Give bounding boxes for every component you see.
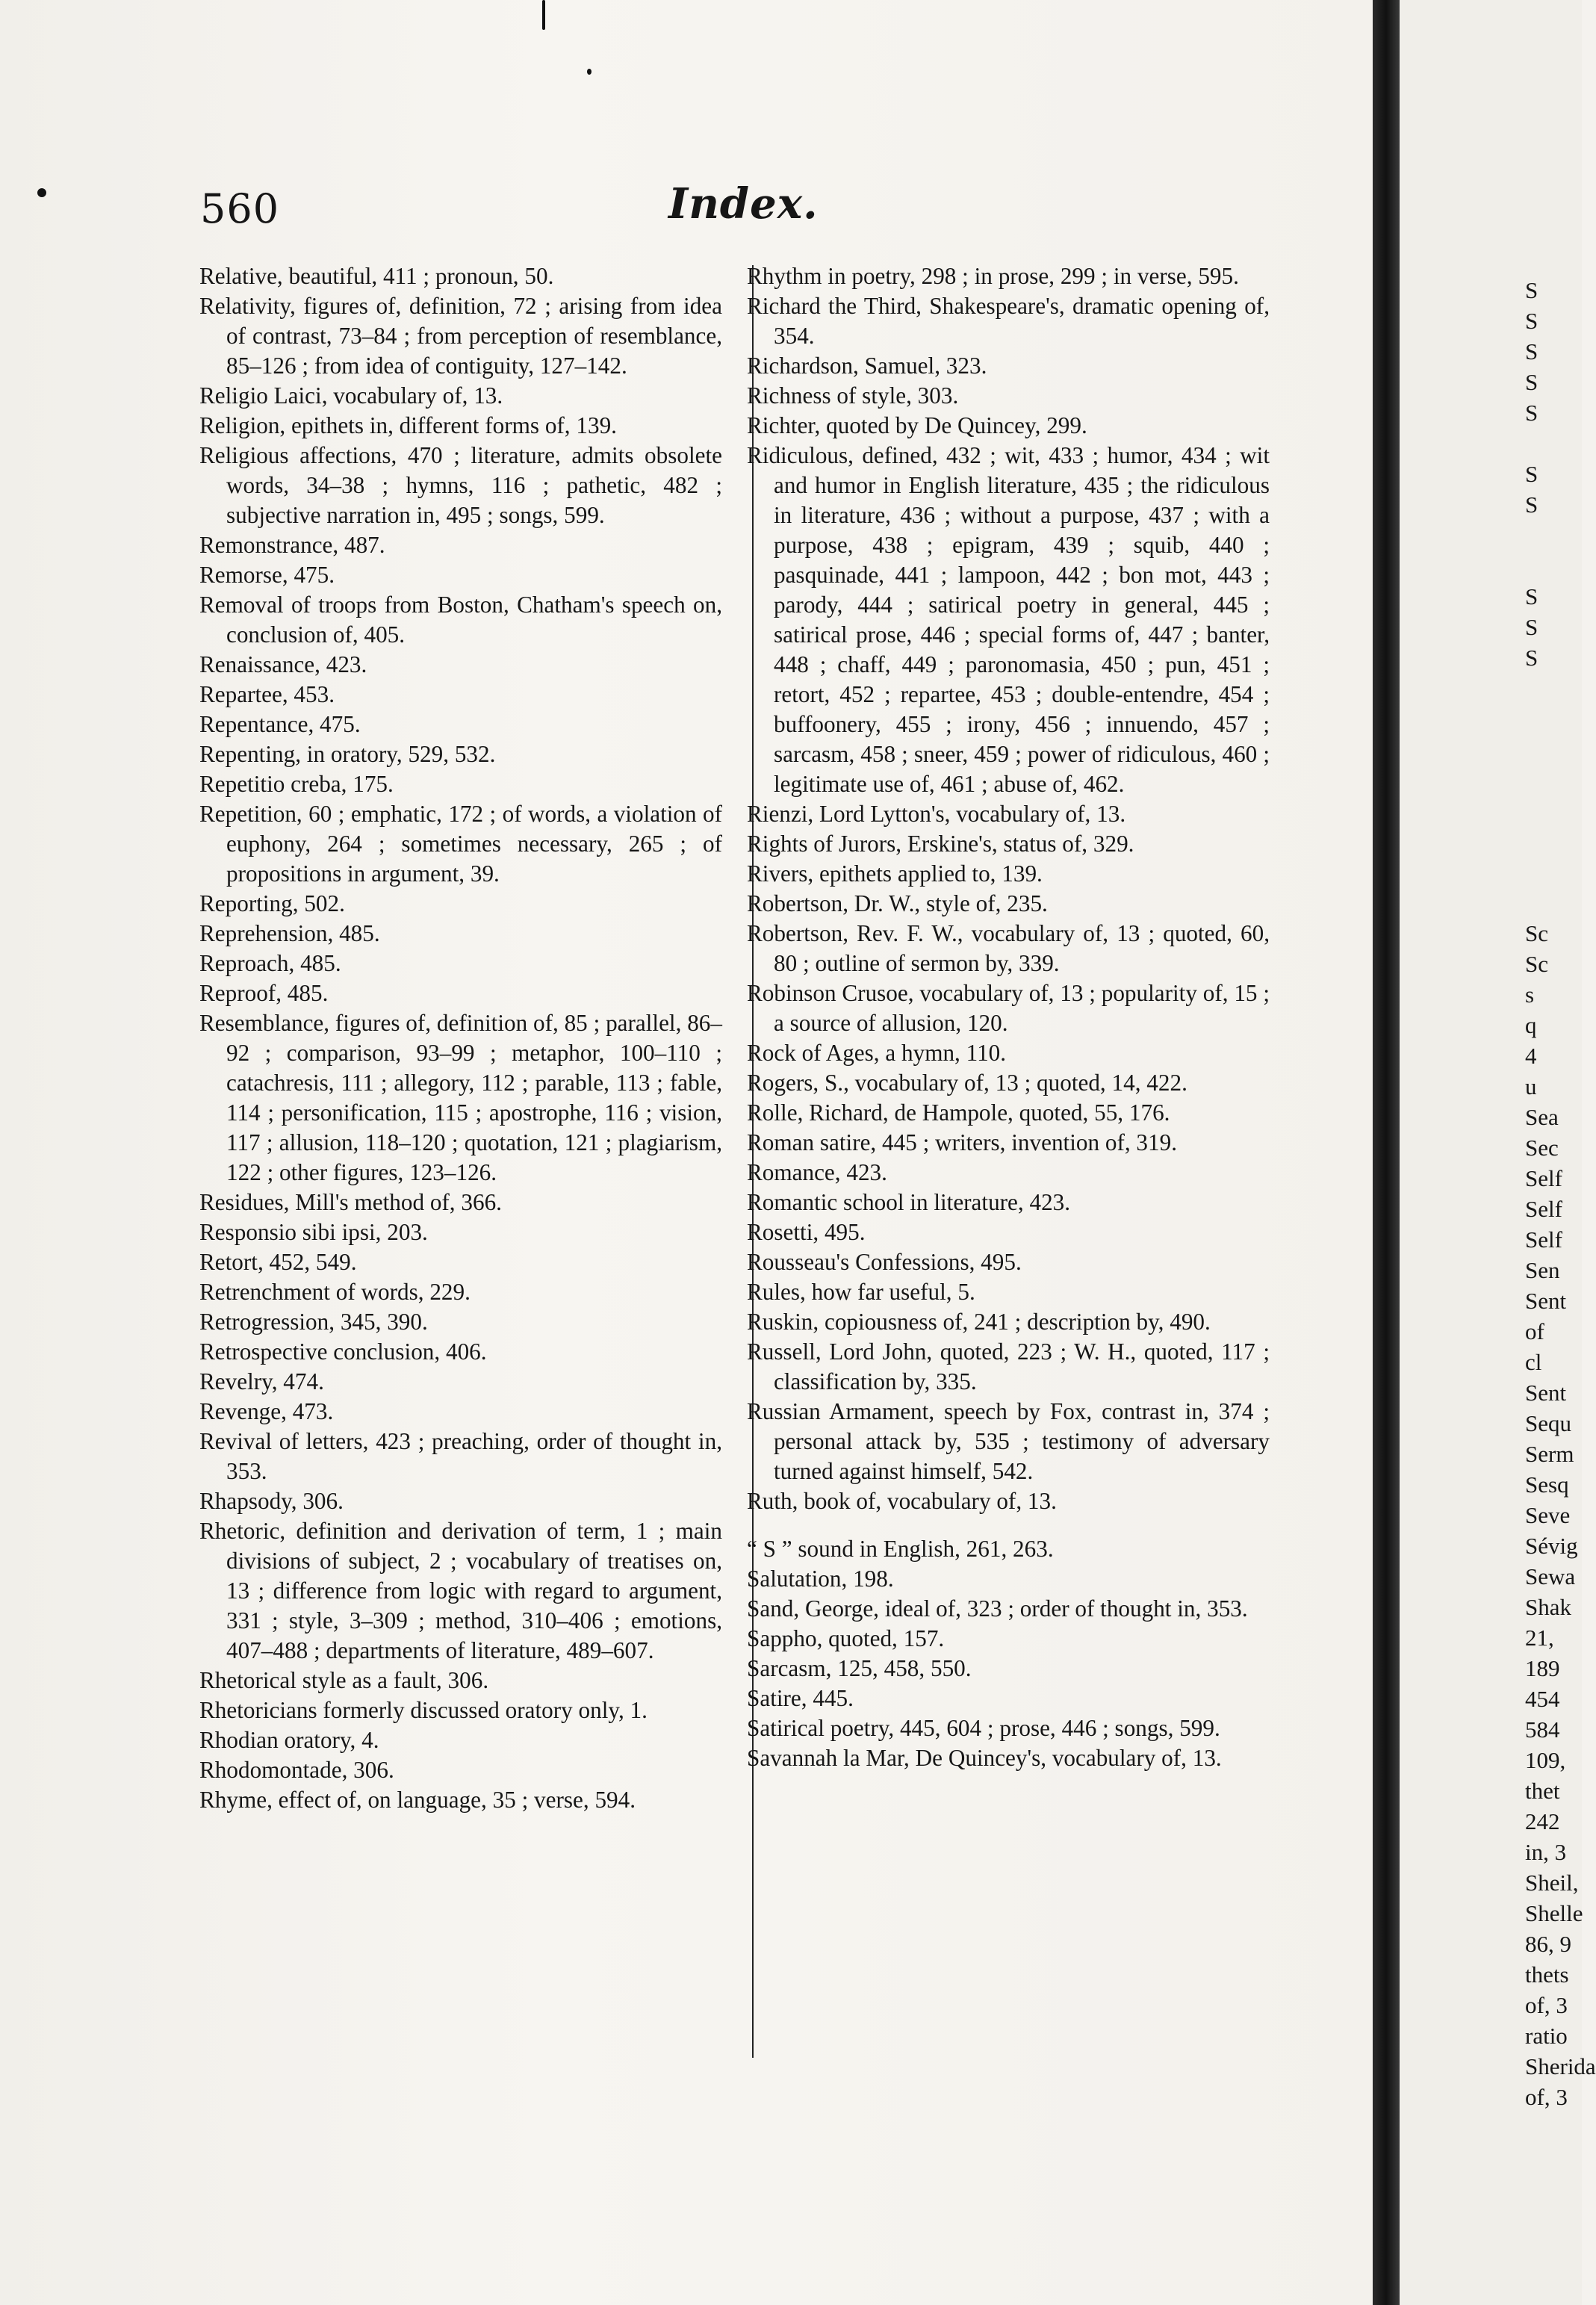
index-entry: Sarcasm, 125, 458, 550. xyxy=(747,1655,972,1681)
index-entry: Retort, 452, 549. xyxy=(199,1249,357,1275)
index-entry: Rosetti, 495. xyxy=(747,1219,866,1245)
fragment xyxy=(1525,673,1585,704)
index-entry: Reproach, 485. xyxy=(199,950,341,976)
index-entry: Sappho, quoted, 157. xyxy=(747,1625,945,1651)
fragment: Sen xyxy=(1525,1257,1560,1283)
fragment xyxy=(1525,704,1585,734)
fragment xyxy=(1525,550,1585,581)
fragment: Seve xyxy=(1525,1502,1571,1528)
ink-speck xyxy=(37,188,46,197)
index-entry: Rules, how far useful, 5. xyxy=(747,1279,975,1305)
fragment: Shak xyxy=(1525,1594,1571,1620)
fragment: of, 3 xyxy=(1525,2084,1568,2110)
index-entry: Reprehension, 485. xyxy=(199,920,380,946)
index-entry: Repetition, 60 ; emphatic, 172 ; of words, a violation of euphony, 264 ; sometimes necessary, 265 ; of propositions in argument, 39. xyxy=(199,801,722,887)
index-column-right xyxy=(747,261,1270,1773)
fragment: Self xyxy=(1525,1165,1562,1191)
fragment: Sent xyxy=(1525,1380,1567,1406)
fragment: Sc xyxy=(1525,920,1548,946)
fragment: S xyxy=(1525,277,1538,303)
index-entry: Rienzi, Lord Lytton's, vocabulary of, 13. xyxy=(747,801,1126,827)
index-entry: Reproof, 485. xyxy=(199,980,329,1006)
index-entry: Retrenchment of words, 229. xyxy=(199,1279,471,1305)
fragment xyxy=(1525,826,1585,857)
ink-speck xyxy=(587,69,591,75)
index-entry: Ruskin, copiousness of, 241 ; description by, 490. xyxy=(747,1309,1211,1335)
index-entry: Rhythm in poetry, 298 ; in prose, 299 ; in verse, 595. xyxy=(747,263,1239,289)
index-entry: Rhetoric, definition and derivation of term, 1 ; main divisions of subject, 2 ; vocabulary of treatises on, 13 ; difference from logic with regard to argument, 331 ; style, 3–309 ; method, 310–406 ; emotions, 407–488 ; departments of literature, 489–607. xyxy=(199,1518,722,1663)
fragment: Serm xyxy=(1525,1441,1574,1467)
fragment: 109, xyxy=(1525,1747,1566,1773)
index-entry: Religion, epithets in, different forms of, 139. xyxy=(199,412,617,438)
index-entry: Ruth, book of, vocabulary of, 13. xyxy=(747,1488,1057,1514)
index-entry: Religious affections, 470 ; literature, admits obsolete words, 34–38 ; hymns, 116 ; pathetic, 482 ; subjective narration in, 495 ; songs, 599. xyxy=(199,442,722,528)
index-entry: Russian Armament, speech by Fox, contrast in, 374 ; personal attack by, 535 ; testimony of adversary turned against himself, 542. xyxy=(747,1398,1270,1484)
index-entry: Rhapsody, 306. xyxy=(199,1488,344,1514)
facing-page-fragments xyxy=(1525,275,1596,2112)
index-entry: Rhodomontade, 306. xyxy=(199,1757,394,1783)
index-entry: Rhyme, effect of, on language, 35 ; verse, 594. xyxy=(199,1787,636,1813)
index-entry: Relative, beautiful, 411 ; pronoun, 50. xyxy=(199,263,554,289)
ink-speck xyxy=(542,0,545,30)
fragment: S xyxy=(1525,400,1538,426)
index-entry: Rogers, S., vocabulary of, 13 ; quoted, 14, 422. xyxy=(747,1070,1187,1096)
fragment: Sherida xyxy=(1525,2053,1596,2079)
index-entry: Rhodian oratory, 4. xyxy=(199,1727,379,1753)
fragment: 86, 9 xyxy=(1525,1931,1571,1957)
index-entry: Remonstrance, 487. xyxy=(199,532,385,558)
fragment: u xyxy=(1525,1073,1537,1099)
fragment: q xyxy=(1525,1012,1537,1038)
fragment: Self xyxy=(1525,1226,1562,1253)
index-entry: Rivers, epithets applied to, 139. xyxy=(747,860,1043,887)
index-entry: Salutation, 198. xyxy=(747,1566,894,1592)
fragment: Sewa xyxy=(1525,1563,1576,1589)
index-entry: Rock of Ages, a hymn, 110. xyxy=(747,1040,1007,1066)
index-entry: Repetitio creba, 175. xyxy=(199,771,394,797)
fragment: 242 xyxy=(1525,1808,1560,1834)
fragment: cl xyxy=(1525,1349,1542,1375)
index-entry: Reporting, 502. xyxy=(199,890,345,916)
fragment: Self xyxy=(1525,1196,1562,1222)
index-entry: Robertson, Dr. W., style of, 235. xyxy=(747,890,1048,916)
fragment: 4 xyxy=(1525,1043,1537,1069)
fragment xyxy=(1525,520,1585,550)
fragment: s xyxy=(1525,981,1535,1008)
index-entry: Repentance, 475. xyxy=(199,711,361,737)
index-entry: Retrospective conclusion, 406. xyxy=(199,1338,487,1365)
fragment: S xyxy=(1525,614,1538,640)
index-entry: Russell, Lord John, quoted, 223 ; W. H., quoted, 117 ; classification by, 335. xyxy=(747,1338,1270,1395)
fragment: Sea xyxy=(1525,1104,1559,1130)
fragment xyxy=(1525,795,1585,826)
index-entry: Robinson Crusoe, vocabulary of, 13 ; popularity of, 15 ; a source of allusion, 120. xyxy=(747,980,1270,1036)
index-entry: Robertson, Rev. F. W., vocabulary of, 13 ; quoted, 60, 80 ; outline of sermon by, 339. xyxy=(747,920,1270,976)
fragment xyxy=(1525,887,1585,918)
index-entry: Residues, Mill's method of, 366. xyxy=(199,1189,502,1215)
fragment: S xyxy=(1525,491,1538,518)
fragment: in, 3 xyxy=(1525,1839,1567,1865)
page-number: 560 xyxy=(200,185,280,232)
index-entry: Richter, quoted by De Quincey, 299. xyxy=(747,412,1087,438)
index-entry: Revelry, 474. xyxy=(199,1368,324,1395)
index-entry: Resemblance, figures of, definition of, 85 ; parallel, 86–92 ; comparison, 93–99 ; metaphor, 100–110 ; catachresis, 111 ; allegory, 112 ; parable, 113 ; fable, 114 ; personification, 115 ; apostrophe, 116 ; vision, 117 ; allusion, 118–120 ; quotation, 121 ; plagiarism, 122 ; other figures, 123–126. xyxy=(199,1010,722,1185)
index-entry: Rights of Jurors, Erskine's, status of, 329. xyxy=(747,831,1134,857)
index-entry: Roman satire, 445 ; writers, invention of, 319. xyxy=(747,1129,1178,1155)
fragment: thets xyxy=(1525,1961,1569,1988)
fragment: S xyxy=(1525,308,1538,334)
index-entry: Richardson, Samuel, 323. xyxy=(747,353,987,379)
fragment: S xyxy=(1525,461,1538,487)
index-entry: Rhetorical style as a fault, 306. xyxy=(199,1667,489,1693)
index-entry: Repartee, 453. xyxy=(199,681,335,707)
index-entry: Sand, George, ideal of, 323 ; order of thought in, 353. xyxy=(747,1595,1248,1622)
index-entry: Relativity, figures of, definition, 72 ; arising from idea of contrast, 73–84 ; from perception of resemblance, 85–126 ; from idea of contiguity, 127–142. xyxy=(199,293,722,379)
index-entry: Richard the Third, Shakespeare's, dramatic opening of, 354. xyxy=(747,293,1270,349)
fragment: Sc xyxy=(1525,951,1548,977)
index-entry: Satire, 445. xyxy=(747,1685,854,1711)
fragment: 584 xyxy=(1525,1716,1560,1743)
fragment: S xyxy=(1525,338,1538,364)
index-entry: Removal of troops from Boston, Chatham's speech on, conclusion of, 405. xyxy=(199,592,722,648)
index-entry: Ridiculous, defined, 432 ; wit, 433 ; humor, 434 ; wit and humor in English literature, 435 ; the ridiculous in literature, 436 ; without a purpose, 437 ; with a purpose, 438 ; epigram, 439 ; squib, 440 ; pasquinade, 441 ; lampoon, 442 ; bon mot, 443 ; parody, 444 ; satirical poetry in general, 445 ; satirical prose, 446 ; special forms of, 447 ; banter, 448 ; chaff, 449 ; paronomasia, 450 ; pun, 451 ; retort, 452 ; repartee, 453 ; double-entendre, 454 ; buffoonery, 455 ; irony, 456 ; innuendo, 457 ; sarcasm, 458 ; sneer, 459 ; power of ridiculous, 460 ; legitimate use of, 461 ; abuse of, 462. xyxy=(747,442,1270,797)
index-entry: Responsio sibi ipsi, 203. xyxy=(199,1219,428,1245)
fragment: ratio xyxy=(1525,2023,1568,2049)
index-entry: Rhetoricians formerly discussed oratory only, 1. xyxy=(199,1697,648,1723)
index-entry: Romantic school in literature, 423. xyxy=(747,1189,1071,1215)
fragment: 454 xyxy=(1525,1686,1560,1712)
fragment: Sec xyxy=(1525,1135,1559,1161)
index-entry: Repenting, in oratory, 529, 532. xyxy=(199,741,496,767)
fragment: 21, xyxy=(1525,1625,1554,1651)
index-entry: Richness of style, 303. xyxy=(747,382,959,409)
fragment xyxy=(1525,428,1585,459)
fragment: S xyxy=(1525,583,1538,609)
fragment: S xyxy=(1525,369,1538,395)
running-head-title: Index. xyxy=(668,179,819,229)
fragment xyxy=(1525,857,1585,887)
fragment: Sequ xyxy=(1525,1410,1571,1436)
fragment: Sent xyxy=(1525,1288,1567,1314)
fragment: Sesq xyxy=(1525,1471,1569,1498)
fragment: Sévig xyxy=(1525,1533,1578,1559)
index-entry: Renaissance, 423. xyxy=(199,651,367,677)
fragment: of, 3 xyxy=(1525,1992,1568,2018)
fragment: thet xyxy=(1525,1778,1560,1804)
fragment: of xyxy=(1525,1318,1544,1344)
index-entry: Retrogression, 345, 390. xyxy=(199,1309,428,1335)
index-entry: Religio Laici, vocabulary of, 13. xyxy=(199,382,503,409)
fragment: Shelle xyxy=(1525,1900,1583,1926)
index-entry: “ S ” sound in English, 261, 263. xyxy=(747,1536,1054,1562)
index-entry: Satirical poetry, 445, 604 ; prose, 446 ; songs, 599. xyxy=(747,1715,1220,1741)
index-column-left xyxy=(199,261,722,1815)
index-entry: Revival of letters, 423 ; preaching, order of thought in, 353. xyxy=(199,1428,722,1484)
fragment xyxy=(1525,734,1585,765)
index-entry: Savannah la Mar, De Quincey's, vocabulary of, 13. xyxy=(747,1745,1222,1771)
index-entry: Rousseau's Confessions, 495. xyxy=(747,1249,1022,1275)
index-entry: Romance, 423. xyxy=(747,1159,887,1185)
index-entry: Rolle, Richard, de Hampole, quoted, 55, 176. xyxy=(747,1099,1170,1126)
fragment: 189 xyxy=(1525,1655,1560,1681)
fragment: S xyxy=(1525,645,1538,671)
fragment: Sheil, xyxy=(1525,1870,1579,1896)
fragment xyxy=(1525,765,1585,795)
book-gutter xyxy=(1373,0,1400,2305)
index-entry: Revenge, 473. xyxy=(199,1398,334,1424)
index-entry: Remorse, 475. xyxy=(199,562,335,588)
